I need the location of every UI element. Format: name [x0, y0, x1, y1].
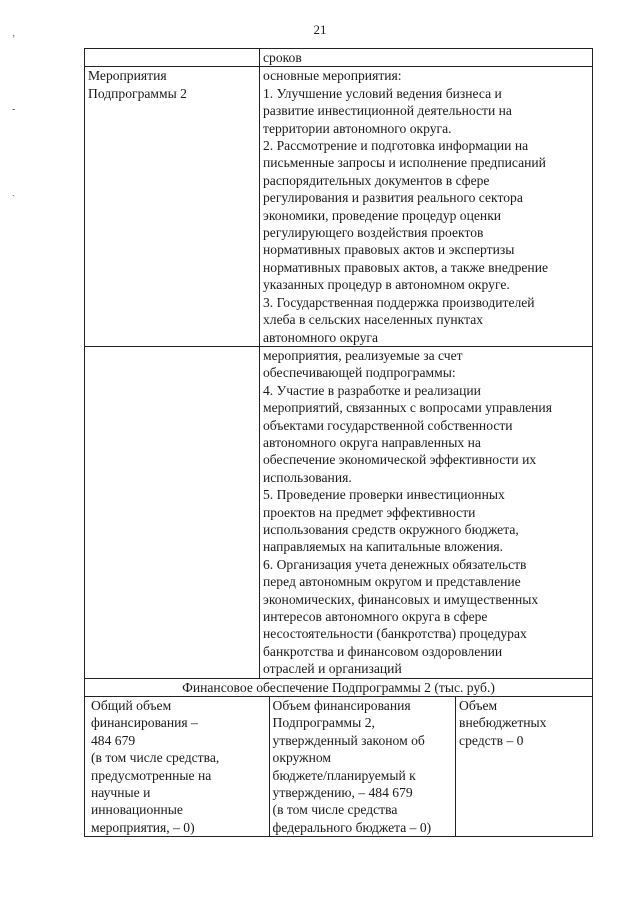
text-line: использования средств окружного бюджета, — [263, 521, 519, 537]
extrabudgetary-cell — [456, 697, 589, 836]
financing-row — [85, 697, 593, 837]
text-line: автономного округа — [263, 329, 379, 345]
passport-table — [84, 48, 593, 837]
text-line: утвержденный законом об — [272, 732, 425, 748]
text-line: Объем — [459, 698, 498, 714]
text-line: интересов автономного округа в сфере — [263, 609, 488, 624]
text-line: автономного округа направленных на — [263, 434, 481, 450]
text-line: указанных процедур в автономном округе. — [263, 277, 510, 293]
budget-financing-cell — [270, 697, 457, 836]
table-row — [85, 67, 593, 347]
measures-cell — [260, 67, 593, 347]
total-financing-cell — [88, 697, 270, 836]
text-line: использования. — [263, 469, 352, 485]
text-line: перед автономным округом и представление — [263, 574, 521, 590]
text-line: экономических, финансовых и имущественных — [263, 591, 539, 607]
text-line: обеспечивающей подпрограммы: — [263, 365, 456, 381]
row-label-cell — [85, 67, 260, 347]
text-line: несостоятельности (банкротства) процедурах — [263, 626, 527, 642]
text-line: средств – 0 — [459, 732, 524, 748]
text-line: Объем финансирования — [272, 698, 411, 714]
text-line: мероприятия, реализуемые за счет — [263, 347, 463, 363]
text-line: Подпрограммы 2, — [272, 715, 375, 731]
text-line: мероприятий, связанных с вопросами управления — [263, 400, 552, 416]
text-line: предусмотренные на — [91, 767, 212, 783]
text-line: направляемых на капитальные вложения. — [263, 539, 503, 555]
text-line: территории автономного округа. — [263, 120, 452, 136]
supporting-measures-cell — [260, 346, 593, 678]
text-line: распорядительных документов в сфере — [263, 172, 490, 188]
text-line: экономики, проведение процедур оценки — [263, 207, 502, 223]
text-line: отраслей и организаций — [263, 661, 402, 677]
table-row — [85, 697, 593, 837]
text-line: научные и — [91, 785, 151, 801]
table-cell — [260, 49, 593, 67]
scan-mark: ’ — [12, 34, 16, 45]
text-line: обеспечение экономической эффективности их — [263, 452, 537, 468]
financing-columns — [88, 697, 589, 836]
row-label-line: Мероприятия — [88, 68, 167, 84]
text-line: банкротства и финансовом оздоровлении — [263, 643, 503, 659]
text-line: 4. Участие в разработке и реализации — [263, 382, 481, 398]
text-line: 3. Государственная поддержка производителей — [263, 294, 535, 310]
text-line: окружном — [272, 750, 331, 766]
text-line: письменные запросы и исполнение предписаний — [263, 155, 546, 171]
text-line: утверждению, – 484 679 — [272, 785, 413, 801]
financing-header: Финансовое обеспечение Подпрограммы 2 (тыс. руб.) — [85, 678, 593, 696]
table-row — [85, 346, 593, 678]
table-cell — [85, 346, 260, 678]
text-line: 2. Рассмотрение и подготовка информации на — [263, 138, 529, 154]
text-line: развитие инвестиционной деятельности на — [263, 103, 512, 119]
text-line: инновационные — [91, 802, 183, 818]
text-line: основные мероприятия: — [263, 68, 402, 84]
text-line: Общий объем — [91, 698, 172, 714]
text-line: регулирования и развития реального сектора — [263, 190, 523, 206]
scan-mark: - — [12, 104, 16, 115]
cell-text: сроков — [263, 50, 302, 65]
text-line: регулирующего воздействия проектов — [263, 225, 484, 241]
page-number: 21 — [313, 22, 327, 37]
text-line: (в том числе средства, — [91, 750, 220, 766]
text-line: объектами государственной собственности — [263, 417, 513, 433]
text-line: бюджете/планируемый к — [272, 767, 416, 783]
text-line: 5. Проведение проверки инвестиционных — [263, 487, 505, 503]
text-line: нормативных правовых актов, а также внедрение — [263, 259, 548, 275]
text-line: 6. Организация учета денежных обязательств — [263, 556, 527, 572]
scan-mark: ˎ — [12, 186, 16, 197]
text-line: 484 679 — [91, 732, 136, 748]
text-line: хлеба в сельских населенных пунктах — [263, 312, 484, 328]
text-line: нормативных правовых актов и экспертизы — [263, 242, 515, 258]
table-row — [85, 49, 593, 67]
text-line: финансирования – — [91, 715, 198, 731]
text-line: 1. Улучшение условий ведения бизнеса и — [263, 85, 502, 101]
text-line: внебюджетных — [459, 715, 547, 731]
text-line: (в том числе средства — [272, 802, 398, 818]
text-line: мероприятия, – 0) — [91, 819, 195, 835]
row-label-line: Подпрограммы 2 — [88, 85, 187, 101]
text-line: федерального бюджета – 0) — [272, 819, 432, 835]
table-cell — [85, 49, 260, 67]
text-line: проектов на предмет эффективности — [263, 504, 476, 520]
table-row — [85, 678, 593, 696]
